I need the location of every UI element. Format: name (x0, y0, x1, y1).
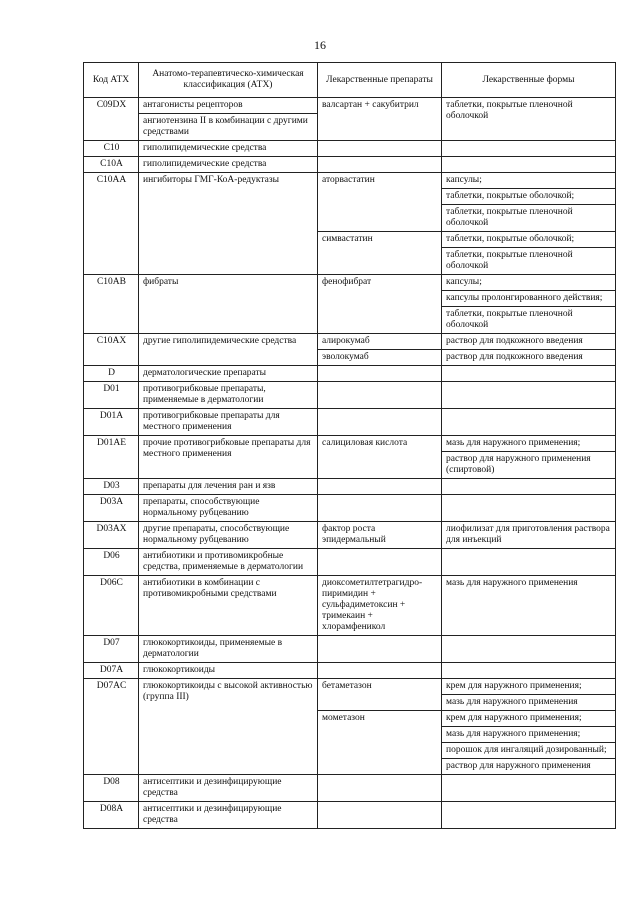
drug-cell: аторвастатин (318, 173, 442, 232)
dosage-form-cell (442, 382, 616, 409)
drug-cell (318, 549, 442, 576)
atc-class-cell (139, 522, 318, 549)
atc-class-line: другие препараты, способствующие нормальному рубцеванию (143, 524, 290, 545)
atc-code-cell: C09DX (84, 98, 139, 141)
dosage-form-cell (442, 663, 616, 679)
table-row (84, 636, 616, 663)
atc-class-line: противогрибковые препараты, применяемые в дерматологии (143, 384, 266, 405)
atc-code-cell: D07 (84, 636, 139, 663)
atc-code-cell: D01 (84, 382, 139, 409)
column-header-forms: Лекарственные формы (442, 63, 616, 98)
table-row (84, 775, 616, 802)
dosage-form-cell (442, 409, 616, 436)
dosage-form-cell: раствор для подкожного введения (442, 350, 616, 366)
atc-class-cell (139, 334, 318, 366)
table-row (84, 98, 616, 141)
table-row (84, 576, 616, 636)
dosage-form-cell: раствор для наружного применения (442, 759, 616, 775)
table-row (84, 157, 616, 173)
atc-code-cell: D07A (84, 663, 139, 679)
atc-class-line: ангиотензина II в комбинации с другими средствами (139, 113, 317, 138)
table-row (84, 141, 616, 157)
table-row (84, 334, 616, 350)
dosage-form-cell: таблетки, покрытые оболочкой; (442, 189, 616, 205)
drug-cell: валсартан + сакубитрил (318, 98, 442, 141)
drug-cell: диоксометилтетрагидро-пиримидин + сульфадиметоксин + тримекаин + хлорамфеникол (318, 576, 442, 636)
atc-code-cell: C10AX (84, 334, 139, 366)
drug-cell: алирокумаб (318, 334, 442, 350)
atc-class-line: прочие противогрибковые препараты для местного применения (143, 438, 311, 459)
atc-class-cell (139, 98, 318, 141)
medication-table (83, 62, 616, 829)
atc-class-cell (139, 436, 318, 479)
drug-cell: фенофибрат (318, 275, 442, 334)
atc-class-line: глюкокортикоиды, применяемые в дерматологии (143, 638, 283, 659)
table-row (84, 479, 616, 495)
dosage-form-cell: таблетки, покрытые пленочной оболочкой (442, 307, 616, 334)
atc-class-cell (139, 157, 318, 173)
atc-class-cell (139, 802, 318, 829)
drug-cell: эволокумаб (318, 350, 442, 366)
atc-class-cell (139, 495, 318, 522)
dosage-form-cell: таблетки, покрытые пленочной оболочкой (442, 248, 616, 275)
dosage-form-cell: таблетки, покрытые пленочной оболочкой (442, 205, 616, 232)
dosage-form-cell: капсулы пролонгированного действия; (442, 291, 616, 307)
table-row (84, 382, 616, 409)
table-row (84, 522, 616, 549)
atc-code-cell: D01A (84, 409, 139, 436)
atc-code-cell: D03AX (84, 522, 139, 549)
dosage-form-cell (442, 366, 616, 382)
atc-class-line: препараты, способствующие нормальному рубцеванию (143, 497, 260, 518)
atc-code-cell: D06 (84, 549, 139, 576)
drug-cell: мометазон (318, 711, 442, 775)
atc-class-cell (139, 775, 318, 802)
atc-class-line: глюкокортикоиды с высокой активностью (группа III) (143, 681, 313, 702)
dosage-form-cell: раствор для наружного применения (спиртовой) (442, 452, 616, 479)
dosage-form-cell (442, 479, 616, 495)
table-row (84, 366, 616, 382)
drug-cell (318, 409, 442, 436)
drug-cell (318, 366, 442, 382)
dosage-form-cell (442, 636, 616, 663)
atc-class-cell (139, 409, 318, 436)
column-header-drugs: Лекарственные препараты (318, 63, 442, 98)
atc-class-line: дерматологические препараты (143, 368, 267, 378)
atc-code-cell: C10A (84, 157, 139, 173)
atc-class-cell (139, 576, 318, 636)
dosage-form-cell: лиофилизат для приготовления раствора для инъекций (442, 522, 616, 549)
atc-class-cell (139, 549, 318, 576)
drug-cell (318, 157, 442, 173)
atc-class-cell (139, 141, 318, 157)
atc-code-cell: D06C (84, 576, 139, 636)
atc-class-line: фибраты (143, 277, 179, 287)
dosage-form-cell: мазь для наружного применения; (442, 436, 616, 452)
table-row (84, 802, 616, 829)
column-header-code: Код АТХ (84, 63, 139, 98)
drug-cell (318, 479, 442, 495)
atc-class-line: ингибиторы ГМГ-КоА-редуктазы (143, 175, 279, 185)
dosage-form-cell: порошок для ингаляций дозированный; (442, 743, 616, 759)
atc-code-cell: D07AC (84, 679, 139, 775)
table-row (84, 679, 616, 695)
atc-code-cell: D08A (84, 802, 139, 829)
drug-cell (318, 802, 442, 829)
table-row (84, 663, 616, 679)
drug-cell: фактор роста эпидермальный (318, 522, 442, 549)
drug-cell (318, 141, 442, 157)
dosage-form-cell (442, 141, 616, 157)
drug-cell: бетаметазон (318, 679, 442, 711)
table-header-row (84, 63, 616, 98)
atc-code-cell: D01AE (84, 436, 139, 479)
atc-class-line: гиполипидемические средства (143, 143, 267, 153)
dosage-form-cell: мазь для наружного применения (442, 576, 616, 636)
drug-cell (318, 495, 442, 522)
atc-class-line: антибиотики и противомикробные средства, применяемые в дерматологии (143, 551, 304, 572)
atc-code-cell: C10AA (84, 173, 139, 275)
atc-class-line: антисептики и дезинфицирующие средства (143, 777, 282, 798)
drug-cell: салициловая кислота (318, 436, 442, 479)
drug-cell (318, 636, 442, 663)
atc-class-line: другие гиполипидемические средства (143, 336, 297, 346)
atc-class-line: глюкокортикоиды (143, 665, 216, 675)
dosage-form-cell (442, 775, 616, 802)
atc-class-cell (139, 636, 318, 663)
column-header-atc-class: Анатомо-терапевтическо-химическая классификация (АТХ) (139, 63, 318, 98)
atc-code-cell: D03 (84, 479, 139, 495)
dosage-form-cell: капсулы; (442, 275, 616, 291)
atc-class-cell (139, 173, 318, 275)
dosage-form-cell: крем для наружного применения; (442, 711, 616, 727)
drug-cell: симвастатин (318, 232, 442, 275)
dosage-form-cell (442, 549, 616, 576)
atc-code-cell: C10AB (84, 275, 139, 334)
table-row (84, 436, 616, 452)
atc-class-cell (139, 275, 318, 334)
dosage-form-cell: таблетки, покрытые пленочной оболочкой (442, 98, 616, 141)
atc-class-cell (139, 479, 318, 495)
dosage-form-cell: таблетки, покрытые оболочкой; (442, 232, 616, 248)
table-row (84, 173, 616, 189)
dosage-form-cell: крем для наружного применения; (442, 679, 616, 695)
table-row (84, 409, 616, 436)
atc-class-cell (139, 366, 318, 382)
atc-class-line: противогрибковые препараты для местного применения (143, 411, 280, 432)
dosage-form-cell (442, 495, 616, 522)
atc-code-cell: D (84, 366, 139, 382)
atc-class-line: антибиотики в комбинации с противомикробными средствами (143, 578, 277, 599)
table-row (84, 549, 616, 576)
atc-class-line: гиполипидемические средства (143, 159, 267, 169)
dosage-form-cell: мазь для наружного применения (442, 695, 616, 711)
table-body (84, 98, 616, 829)
dosage-form-cell (442, 157, 616, 173)
page-number: 16 (314, 38, 326, 52)
dosage-form-cell (442, 802, 616, 829)
atc-class-cell (139, 679, 318, 775)
drug-cell (318, 382, 442, 409)
dosage-form-cell: раствор для подкожного введения (442, 334, 616, 350)
table-row (84, 275, 616, 291)
atc-class-line: антисептики и дезинфицирующие средства (143, 804, 282, 825)
atc-class-line: антагонисты рецепторов (143, 100, 243, 110)
atc-code-cell: D08 (84, 775, 139, 802)
drug-cell (318, 663, 442, 679)
atc-class-line: препараты для лечения ран и язв (143, 481, 276, 491)
atc-class-cell (139, 663, 318, 679)
atc-code-cell: D03A (84, 495, 139, 522)
table-row (84, 495, 616, 522)
dosage-form-cell: мазь для наружного применения; (442, 727, 616, 743)
atc-code-cell: C10 (84, 141, 139, 157)
dosage-form-cell: капсулы; (442, 173, 616, 189)
atc-class-cell (139, 382, 318, 409)
drug-cell (318, 775, 442, 802)
